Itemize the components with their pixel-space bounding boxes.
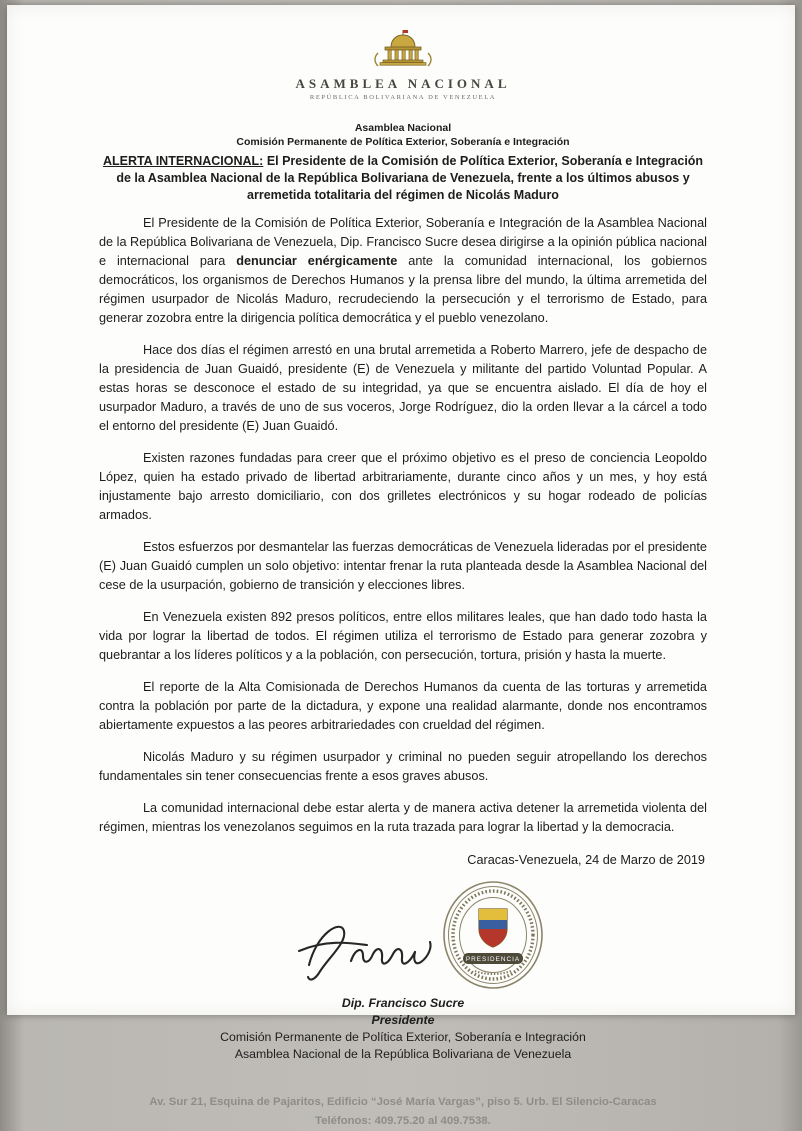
document-page: [7, 5, 795, 1127]
title-text: El Presidente de la Comisión de Política Exterior, Soberanía e Integración de la Asamblea Nacional de la República Bolivariana de Venezuela, frente a los últimos abusos y arremetida totalitaria del régimen de Nicolás Maduro: [116, 154, 704, 202]
paragraph-5: En Venezuela existen 892 presos políticos, entre ellos militares leales, que han dado todo hasta la vida por lograr la libertad de todos. El régimen utiliza el terrorismo de Estado para generar zozobra y quebrantar a los líderes políticos y a la población, con persecución, tortura, prisión y hasta la muerte.: [99, 610, 707, 662]
paragraph-1-end: ante la comunidad internacional, los gobiernos democráticos, los organismos de Derechos Humanos y la prensa libre del mundo, la última arremetida del régimen usurpador de Nicolás Maduro, recrudeciendo la persecución y el terrorismo de Estado, para generar zozobra entre la dirigencia política democrática y el pueblo venezolano.: [99, 254, 707, 325]
department-line-2: Comisión Permanente de Política Exterior, Soberanía e Integración: [236, 136, 570, 148]
department-line-1: Asamblea Nacional: [354, 122, 452, 134]
presidential-seal: [441, 879, 545, 991]
letterhead: [99, 29, 707, 101]
paragraph-6: El reporte de la Alta Comisionada de Derechos Humanos da cuenta de las torturas y arremetida contra la población por parte de la dictadura, y expone una realidad alarmante, donde nos encontramos abiertamente expuestos a las peores arbitrariedades con crueldad del régimen.: [99, 680, 707, 732]
paragraph-3: Existen razones fundadas para creer que el próximo objetivo es el preso de conciencia Leopoldo López, quien ha estado privado de libertad arbitrariamente, durante cinco años y un mes, y hoy está injustamente bajo arresto domiciliario, con dos grilletes electrónicos y su hogar rodeado de policías armados.: [99, 451, 707, 522]
signature-area: [99, 877, 707, 995]
org-subtitle: REPÚBLICA BOLIVARIANA DE VENEZUELA: [309, 94, 497, 101]
signer-role: Presidente: [371, 1013, 435, 1027]
signer-block: [99, 995, 707, 1063]
document-title: [99, 153, 707, 204]
department-heading: [99, 121, 707, 149]
org-name: ASAMBLEA NACIONAL: [295, 76, 511, 91]
signer-org-2: Asamblea Nacional de la República Bolivariana de Venezuela: [234, 1047, 572, 1061]
capitol-building-logo-icon: [370, 29, 436, 69]
dateline: Caracas-Venezuela, 24 de Marzo de 2019: [467, 853, 705, 867]
paragraph-2: Hace dos días el régimen arrestó en una brutal arremetida a Roberto Marrero, jefe de despacho de la presidencia de Juan Guaidó, presidente (E) de Venezuela y militante del partido Voluntad Popular. A estas horas se desconoce el estado de su integridad, ya que se encuentra aislado. El día de hoy el usurpador Maduro, a través de uno de sus voceros, Jorge Rodríguez, dio la orden llevar a la cárcel a todo el entorno del presidente (E) Juan Guaidó.: [99, 343, 707, 433]
footer-phones: Teléfonos: 409.75.20 al 409.7538.: [315, 1115, 491, 1127]
paragraph-7: Nicolás Maduro y su régimen usurpador y criminal no pueden seguir atropellando los derechos fundamentales sin tener consecuencias frente a esos graves abusos.: [99, 750, 707, 783]
paragraph-4: Estos esfuerzos por desmantelar las fuerzas democráticas de Venezuela lideradas por el presidente (E) Juan Guaidó cumplen un solo objetivo: intentar frenar la ruta planteada desde la Asamblea Nacional del cese de la usurpación, gobierno de transición y elecciones libres.: [99, 540, 707, 592]
paragraph-8: La comunidad internacional debe estar alerta y de manera activa detener la arremetida violenta del régimen, mientras los venezolanos seguimos en la ruta trazada para lograr la libertad y la democracia.: [99, 801, 707, 834]
signer-name: Dip. Francisco Sucre: [341, 996, 465, 1010]
paragraph-1-emphasis: denunciar enérgicamente: [236, 254, 398, 268]
document-footer: [99, 1093, 707, 1131]
signer-org-1: Comisión Permanente de Política Exterior, Soberanía e Integración: [220, 1030, 586, 1044]
footer-address: Av. Sur 21, Esquina de Pajaritos, Edificio “José María Vargas”, piso 5. Urb. El Silencio-Caracas: [149, 1096, 657, 1108]
seal-banner-text: PRESIDENCIA: [465, 956, 521, 963]
paragraph-1-start: El Presidente de la Comisión de Política Exterior, Soberanía e Integración de la Asamblea Nacional de la República Bolivariana de Venezuela, Dip. Francisco Sucre desea dirigirse a la opinión pública nacional e internacional para: [99, 216, 707, 268]
alert-label: ALERTA INTERNACIONAL:: [102, 154, 264, 168]
paragraph-1: [99, 214, 707, 328]
handwritten-signature: [295, 915, 445, 987]
